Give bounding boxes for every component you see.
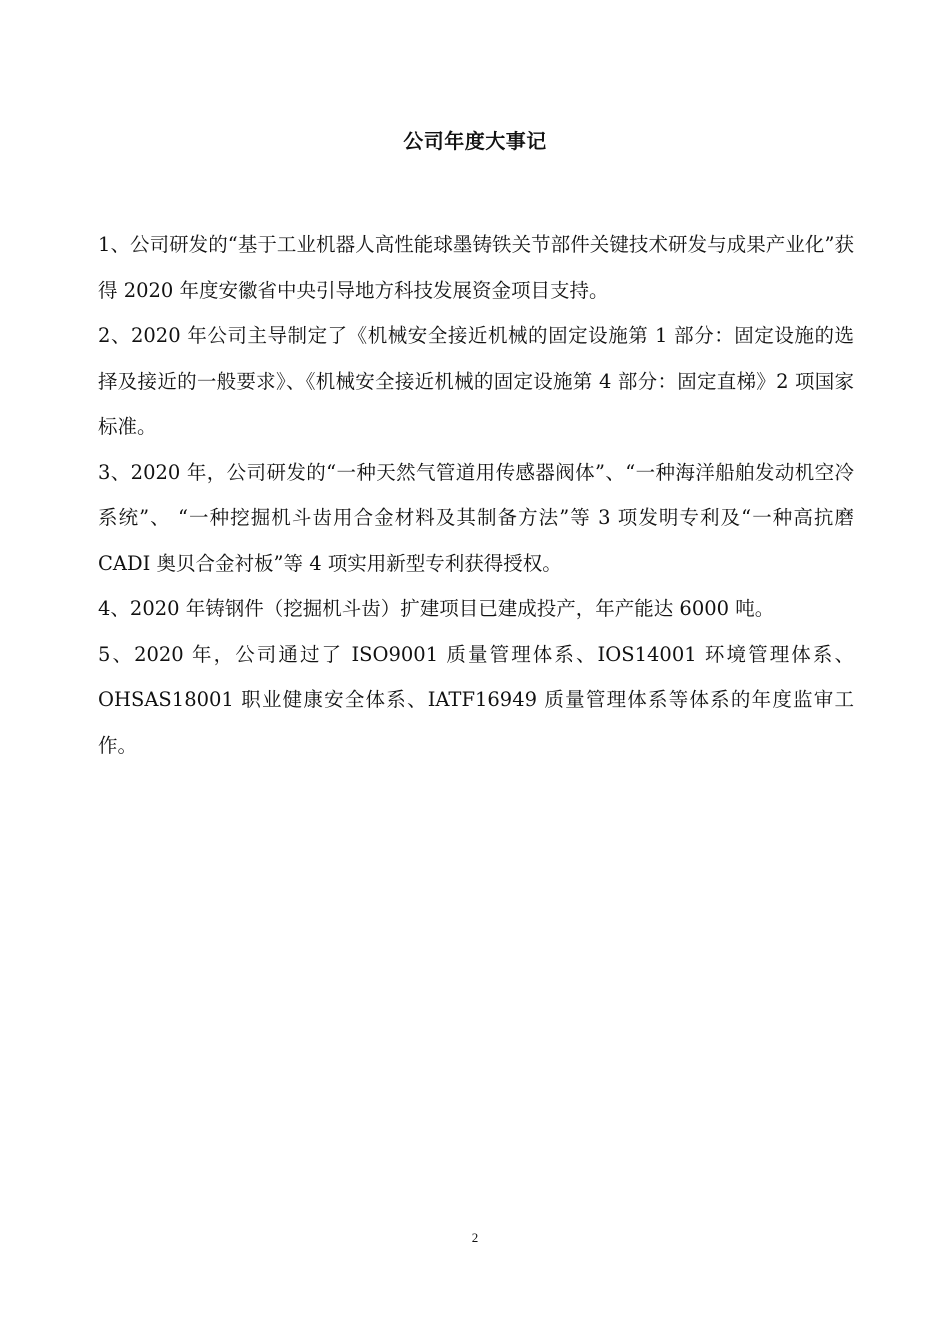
event-item-5: 5、2020 年，公司通过了 ISO9001 质量管理体系、IOS14001 环境管理体系、OHSAS18001 职业健康安全体系、IATF16949 质量管理体系等体系的年度监审工作。 — [98, 642, 854, 757]
event-item-2: 2、2020 年公司主导制定了《机械安全接近机械的固定设施第 1 部分：固定设施的选择及接近的一般要求》、《机械安全接近机械的固定设施第 4 部分：固定直梯》2 项国家标准。 — [98, 324, 854, 438]
event-item-1: 1、公司研发的“基于工业机器人高性能球墨铸铁关节部件关键技术研发与成果产业化”获得 2020 年度安徽省中央引导地方科技发展资金项目支持。 — [98, 233, 854, 302]
event-item-4: 4、2020 年铸钢件（挖掘机斗齿）扩建项目已建成投产，年产能达 6000 吨。 — [98, 597, 775, 620]
events-list — [98, 222, 854, 768]
event-item-3: 3、2020 年，公司研发的“一种天然气管道用传感器阀体”、“一种海洋船舶发动机空冷系统”、 “一种挖掘机斗齿用合金材料及其制备方法”等 3 项发明专利及“一种高抗磨 CADI 奥贝合金衬板”等 4 项实用新型专利获得授权。 — [98, 460, 854, 575]
page-title: 公司年度大事记 — [403, 129, 547, 153]
page-number: 2 — [471, 1230, 479, 1245]
